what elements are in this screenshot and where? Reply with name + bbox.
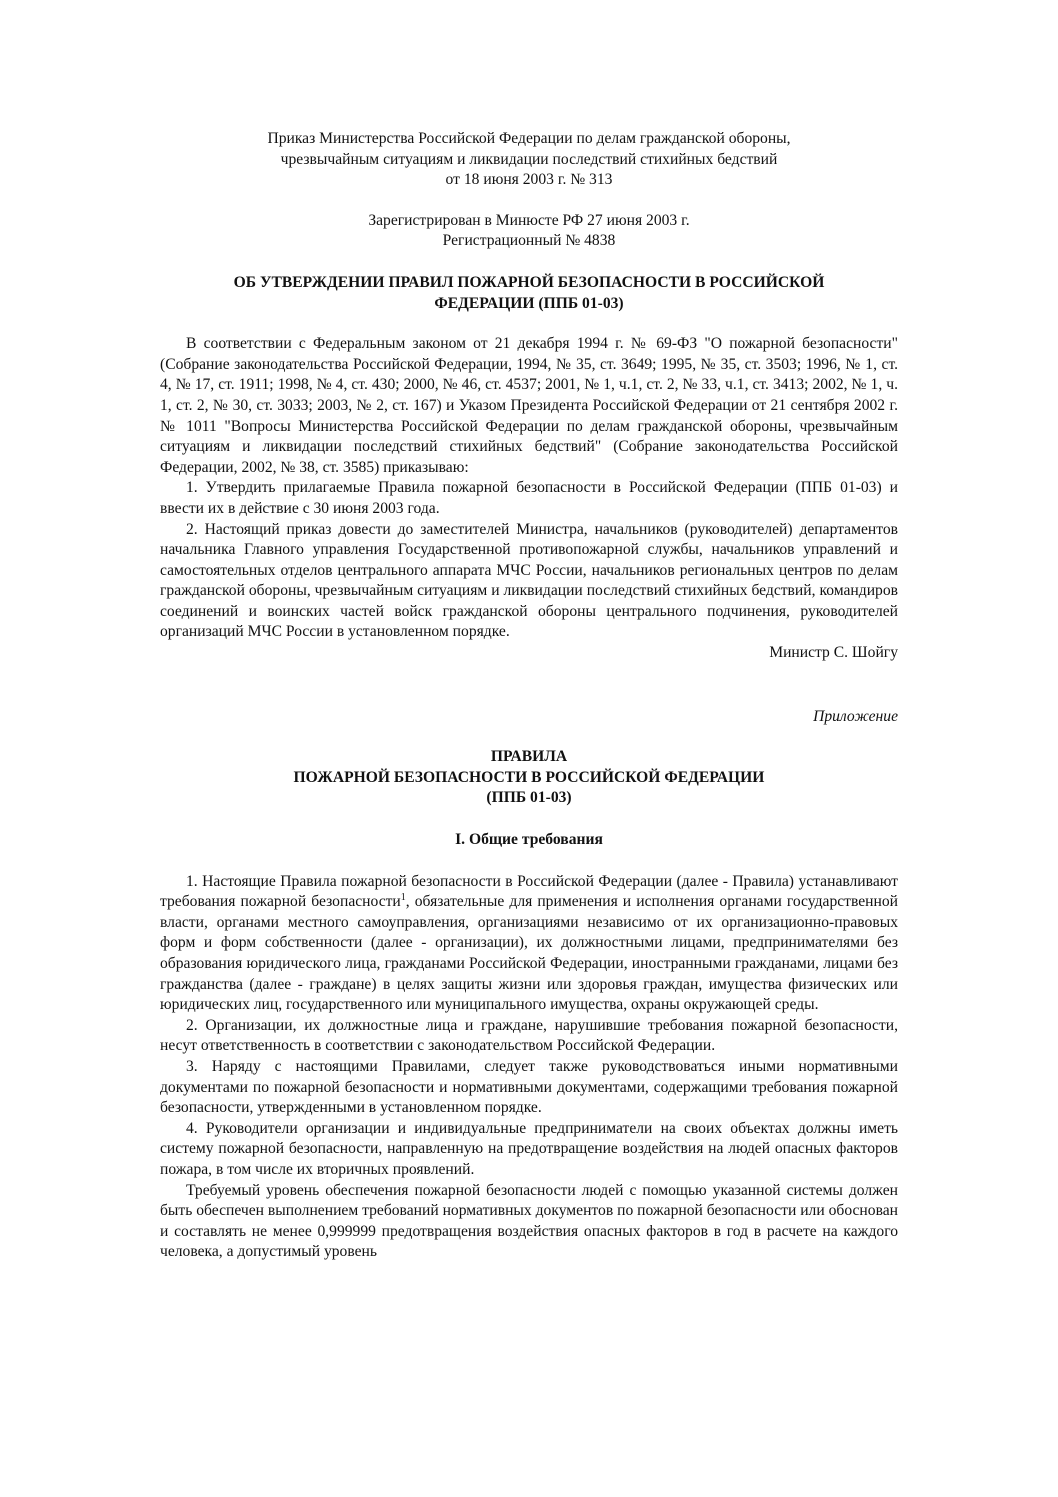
registration-block	[160, 211, 898, 252]
section-paragraph-2: 2. Организации, их должностные лица и граждане, нарушившие требования пожарной безопасности, несут ответственность в соответствии с законодательством Российской Федерации.	[160, 1016, 898, 1055]
rules-title-line-2: ПОЖАРНОЙ БЕЗОПАСНОСТИ В РОССИЙСКОЙ ФЕДЕРАЦИИ	[293, 768, 765, 786]
preamble-paragraph: В соответствии с Федеральным законом от 21 декабря 1994 г. № 69-ФЗ "О пожарной безопасности" (Собрание законодательства Российской Федерации, 1994, № 35, ст. 3649; 1995, № 35, ст. 3503; 1996, № 1, ст. 4, № 17, ст. 1911; 1998, № 4, ст. 430; 2000, № 46, ст. 4537; 2001, № 1, ч.1, ст. 2, № 33, ч.1, ст. 3413; 2002, № 1, ч. 1, ст. 2, № 30, ст. 3033; 2003, № 2, ст. 167) и Указом Президента Российской Федерации от 21 сентября 2002 г. № 1011 "Вопросы Министерства Российской Федерации по делам гражданской обороны, чрезвычайным ситуациям и ликвидации последствий стихийных бедствий" (Собрание законодательства Российской Федерации, 2002, № 38, ст. 3585) приказываю:	[160, 335, 898, 476]
rules-title-line-1: ПРАВИЛА	[490, 748, 568, 766]
header-line-2: чрезвычайным ситуациям и ликвидации последствий стихийных бедствий	[280, 150, 778, 168]
title-line-2: ФЕДЕРАЦИИ (ППБ 01-03)	[434, 294, 624, 312]
order-item-1: 1. Утвердить прилагаемые Правила пожарной безопасности в Российской Федерации (ППБ 01-03) и ввести их в действие с 30 июня 2003 года.	[160, 479, 898, 517]
appendix-label: Приложение	[813, 707, 898, 725]
header-line-1: Приказ Министерства Российской Федерации по делам гражданской обороны,	[267, 130, 791, 147]
section-title: I. Общие требования	[455, 831, 603, 849]
document-title	[160, 273, 898, 314]
rules-title	[160, 747, 898, 809]
p1-text-before: 1. Настоящие Правила пожарной безопасности в Российской Федерации (далее - Правила) устанавливают требования пожарной безопасности	[160, 872, 898, 911]
section-paragraph-5: Требуемый уровень обеспечения пожарной безопасности людей с помощью указанной системы должен быть обеспечен выполнением требований нормативных документов по пожарной безопасности или обоснован и составлять не менее 0,999999 предотвращения воздействия опасных факторов в год в расчете на каждого человека, а допустимый уровень	[160, 1181, 898, 1261]
order-item-2: 2. Настоящий приказ довести до заместителей Министра, начальников (руководителей) департаментов начальника Главного управления Государственной противопожарной службы, начальников управлений и самостоятельных отделов центрального аппарата МЧС России, начальников региональных центров по делам гражданской обороны, чрезвычайным ситуациям и ликвидации последствий стихийных бедствий, командиров соединений и воинских частей войск гражданской обороны центрального подчинения, руководителей организаций МЧС России в установленном порядке.	[160, 520, 898, 641]
signature: Министр С. Шойгу	[769, 644, 898, 662]
footnote-mark[interactable]: 1	[400, 892, 406, 904]
order-body	[160, 334, 898, 664]
title-line-1: ОБ УТВЕРЖДЕНИИ ПРАВИЛ ПОЖАРНОЙ БЕЗОПАСНОСТИ В РОССИЙСКОЙ	[233, 273, 825, 291]
section-paragraph-4: 4. Руководители организации и индивидуальные предприниматели на своих объектах должны иметь систему пожарной безопасности, направленную на предотвращение воздействия на людей опасных факторов пожара, в том числе их вторичных проявлений.	[160, 1119, 898, 1178]
section-body	[160, 872, 898, 1263]
header-line-3: от 18 июня 2003 г. № 313	[445, 171, 613, 189]
order-header	[160, 129, 898, 191]
rules-title-line-3: (ППБ 01-03)	[486, 789, 572, 807]
section-paragraph-1	[160, 872, 898, 1016]
section-paragraph-3: 3. Наряду с настоящими Правилами, следует также руководствоваться иными нормативными документами по пожарной безопасности и нормативными документами, содержащими требования пожарной безопасности, утвержденными в установленном порядке.	[160, 1057, 898, 1117]
registration-line-1: Зарегистрирован в Минюсте РФ 27 июня 2003 г.	[368, 211, 690, 229]
registration-line-2: Регистрационный № 4838	[442, 232, 616, 250]
p1-text-after: , обязательные для применения и исполнения органами государственной власти, органами местного самоуправления, организациями независимо от их организационно-правовых форм и форм собственности (далее - организации), их должностными лицами, предпринимателями без образования юридического лица, гражданами Российской Федерации, иностранными гражданами, лицами без гражданства (далее - граждане) в целях защиты жизни или здоровья граждан, имущества физических или юридических лиц, государственного или муниципального имущества, охраны окружающей среды.	[160, 893, 899, 1014]
